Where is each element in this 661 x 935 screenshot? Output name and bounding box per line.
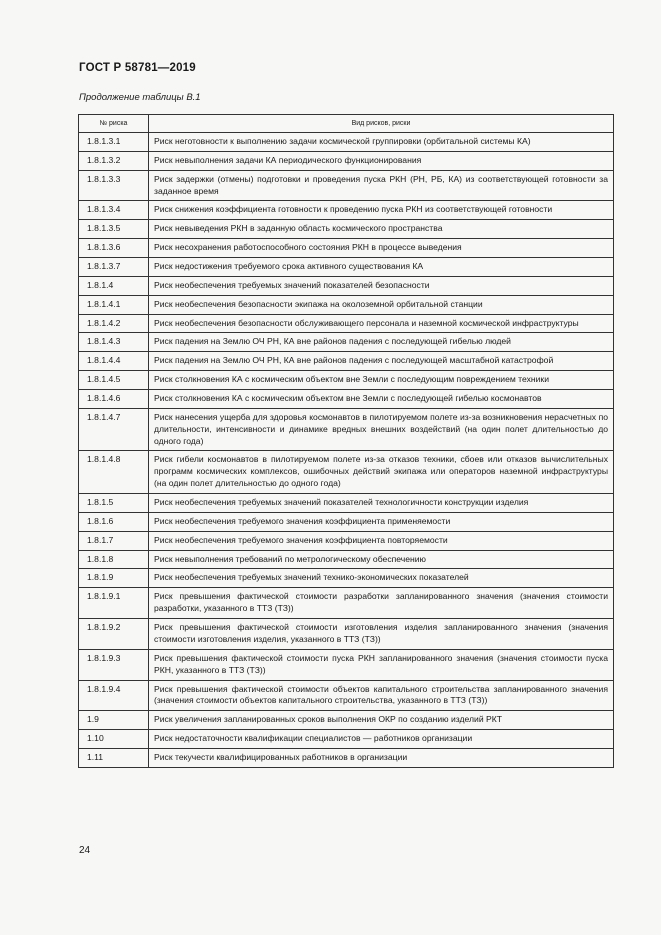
risk-description-cell: Риск задержки (отмены) подготовки и проведения пуска РКН (РН, РБ, КА) из соответствующей готовности за заданное время — [149, 170, 614, 201]
risk-description-cell: Риск несохранения работоспособного состояния РКН в процессе выведения — [149, 239, 614, 258]
risk-description-cell: Риск недостаточности квалификации специалистов — работников организации — [149, 730, 614, 749]
risk-description-cell: Риск столкновения КА с космическим объектом вне Земли с последующей гибелью космонавтов — [149, 390, 614, 409]
risk-number-cell: 1.8.1.3.6 — [79, 239, 149, 258]
risk-number-cell: 1.8.1.7 — [79, 531, 149, 550]
risk-number-cell: 1.9 — [79, 711, 149, 730]
risk-description-cell: Риск превышения фактической стоимости изготовления изделия запланированного значения (значения стоимости изготовления изделия, указанного в ТТЗ (ТЗ)) — [149, 619, 614, 650]
risk-number-cell: 1.8.1.3.2 — [79, 151, 149, 170]
table-row — [79, 258, 614, 277]
table-row — [79, 352, 614, 371]
risk-description-cell: Риск падения на Землю ОЧ РН, КА вне районов падения с последующей масштабной катастрофой — [149, 352, 614, 371]
risk-description-cell: Риск гибели космонавтов в пилотируемом полете из-за отказов техники, сбоев или отказов вычислительных программ космических комплексов, ошибочных действий экипажа или операторов наземной инфраструктуры (на один полет длительностью до одного года) — [149, 451, 614, 494]
risk-number-cell: 1.8.1.4 — [79, 276, 149, 295]
table-row — [79, 220, 614, 239]
risk-number-cell: 1.8.1.9.1 — [79, 588, 149, 619]
table-row — [79, 239, 614, 258]
table-row — [79, 512, 614, 531]
table-row — [79, 170, 614, 201]
risk-number-cell: 1.8.1.3.3 — [79, 170, 149, 201]
table-row — [79, 390, 614, 409]
risk-description-cell: Риск снижения коэффициента готовности к проведению пуска РКН из соответствующей готовности — [149, 201, 614, 220]
table-header-row — [79, 115, 614, 133]
risk-description-cell: Риск увеличения запланированных сроков выполнения ОКР по созданию изделий РКТ — [149, 711, 614, 730]
risk-description-cell: Риск превышения фактической стоимости объектов капитального строительства запланированного значения (значения стоимости объектов капитального строительства, указанного в ТТЗ (ТЗ)) — [149, 680, 614, 711]
risk-description-cell: Риск необеспечения безопасности экипажа на околоземной орбитальной станции — [149, 295, 614, 314]
table-row — [79, 649, 614, 680]
risk-number-cell: 1.8.1.5 — [79, 494, 149, 513]
risk-description-cell: Риск невыполнения задачи КА периодического функционирования — [149, 151, 614, 170]
risk-description-cell: Риск невыполнения требований по метрологическому обеспечению — [149, 550, 614, 569]
table-row — [79, 680, 614, 711]
risk-number-cell: 1.8.1.9.3 — [79, 649, 149, 680]
table-row — [79, 201, 614, 220]
page-number: 24 — [79, 845, 91, 856]
risk-description-cell: Риск текучести квалифицированных работников в организации — [149, 748, 614, 767]
risk-number-cell: 1.10 — [79, 730, 149, 749]
table-row — [79, 619, 614, 650]
table-row — [79, 371, 614, 390]
table-row — [79, 133, 614, 152]
risk-description-cell: Риск падения на Землю ОЧ РН, КА вне районов падения с последующей гибелью людей — [149, 333, 614, 352]
risk-table — [78, 114, 614, 768]
risk-description-cell: Риск нанесения ущерба для здоровья космонавтов в пилотируемом полете из-за возникновения нерасчетных по длительности, интенсивности и динамике вредных внешних воздействий (на один полет длительностью до одного года) — [149, 408, 614, 451]
risk-number-cell: 1.8.1.3.4 — [79, 201, 149, 220]
table-row — [79, 748, 614, 767]
table-row — [79, 408, 614, 451]
risk-description-cell: Риск необеспечения требуемого значения коэффициента применяемости — [149, 512, 614, 531]
table-row — [79, 588, 614, 619]
table-row — [79, 151, 614, 170]
risk-number-cell: 1.8.1.4.4 — [79, 352, 149, 371]
table-row — [79, 276, 614, 295]
risk-number-cell: 1.8.1.8 — [79, 550, 149, 569]
column-header-number: № риска — [79, 115, 149, 133]
risk-number-cell: 1.8.1.4.8 — [79, 451, 149, 494]
risk-number-cell: 1.8.1.4.5 — [79, 371, 149, 390]
document-title: ГОСТ Р 58781—2019 — [79, 62, 196, 74]
risk-number-cell: 1.8.1.6 — [79, 512, 149, 531]
table-continuation-caption: Продолжение таблицы В.1 — [79, 92, 201, 103]
risk-description-cell: Риск необеспечения требуемых значений технико-экономических показателей — [149, 569, 614, 588]
risk-description-cell: Риск недостижения требуемого срока активного существования КА — [149, 258, 614, 277]
risk-number-cell: 1.8.1.3.1 — [79, 133, 149, 152]
table-row — [79, 569, 614, 588]
table-row — [79, 550, 614, 569]
risk-description-cell: Риск превышения фактической стоимости пуска РКН запланированного значения (значения стоимости пуска РКН, указанного в ТТЗ (ТЗ)) — [149, 649, 614, 680]
risk-number-cell: 1.8.1.4.6 — [79, 390, 149, 409]
risk-description-cell: Риск необеспечения безопасности обслуживающего персонала и наземной космической инфраструктуры — [149, 314, 614, 333]
risk-number-cell: 1.8.1.9.2 — [79, 619, 149, 650]
table-body — [79, 133, 614, 768]
table-row — [79, 314, 614, 333]
risk-number-cell: 1.8.1.9.4 — [79, 680, 149, 711]
table-row — [79, 711, 614, 730]
table-row — [79, 531, 614, 550]
risk-description-cell: Риск необеспечения требуемого значения коэффициента повторяемости — [149, 531, 614, 550]
risk-description-cell: Риск необеспечения требуемых значений показателей технологичности конструкции изделия — [149, 494, 614, 513]
column-header-risk-type: Вид рисков, риски — [149, 115, 614, 133]
risk-number-cell: 1.8.1.3.5 — [79, 220, 149, 239]
table-row — [79, 494, 614, 513]
risk-description-cell: Риск неготовности к выполнению задачи космической группировки (орбитальной системы КА) — [149, 133, 614, 152]
risk-number-cell: 1.11 — [79, 748, 149, 767]
risk-description-cell: Риск столкновения КА с космическим объектом вне Земли с последующим повреждением техники — [149, 371, 614, 390]
risk-description-cell: Риск необеспечения требуемых значений показателей безопасности — [149, 276, 614, 295]
risk-description-cell: Риск невыведения РКН в заданную область космического пространства — [149, 220, 614, 239]
risk-number-cell: 1.8.1.4.7 — [79, 408, 149, 451]
table-row — [79, 333, 614, 352]
risk-number-cell: 1.8.1.3.7 — [79, 258, 149, 277]
table-row — [79, 451, 614, 494]
risk-description-cell: Риск превышения фактической стоимости разработки запланированного значения (значения стоимости разработки, указанного в ТТЗ (ТЗ)) — [149, 588, 614, 619]
risk-number-cell: 1.8.1.9 — [79, 569, 149, 588]
risk-number-cell: 1.8.1.4.3 — [79, 333, 149, 352]
table-row — [79, 730, 614, 749]
table-row — [79, 295, 614, 314]
risk-number-cell: 1.8.1.4.2 — [79, 314, 149, 333]
risk-number-cell: 1.8.1.4.1 — [79, 295, 149, 314]
